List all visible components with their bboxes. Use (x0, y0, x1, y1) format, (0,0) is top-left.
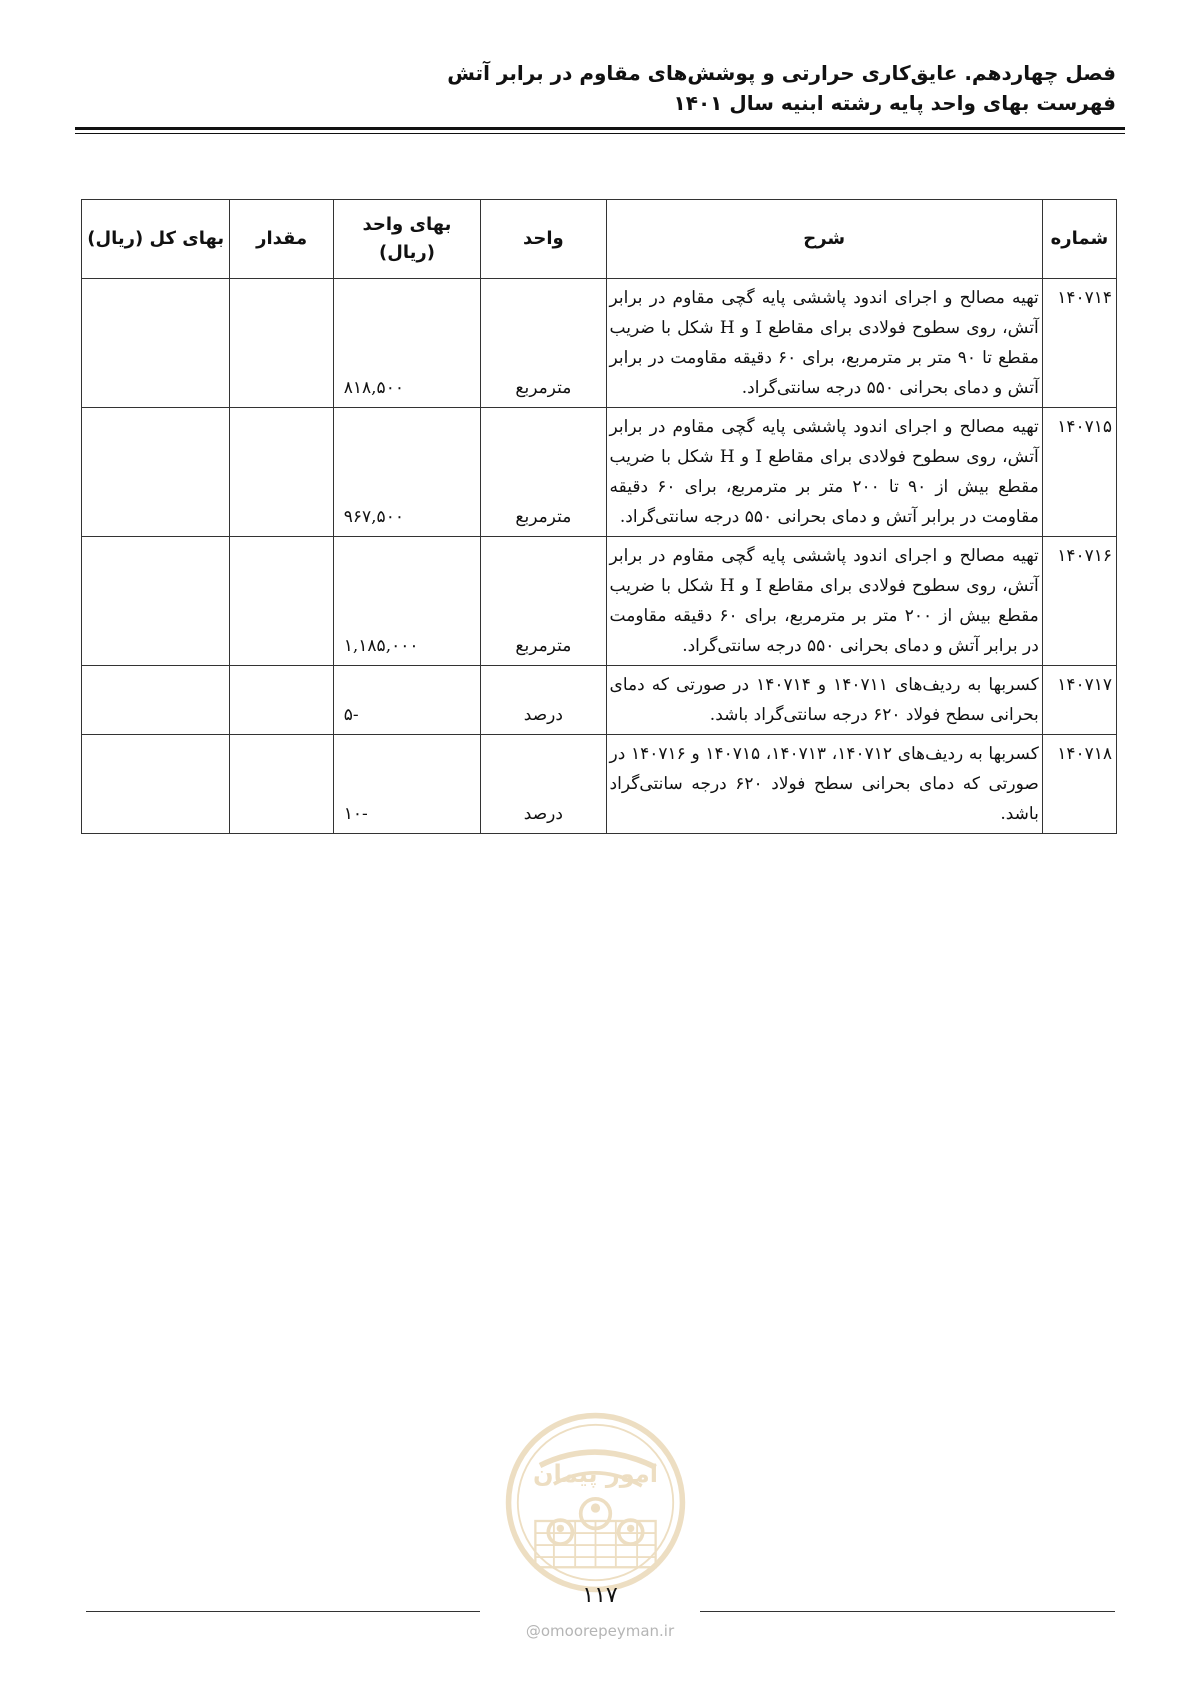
row-unit-price: ۱,۱۸۵,۰۰۰ (333, 537, 480, 666)
row-quantity (230, 279, 333, 408)
table-header-row (82, 200, 1117, 279)
row-unit-price: ۸۱۸,۵۰۰ (333, 279, 480, 408)
row-unit: درصد (481, 666, 606, 735)
row-description: تهیه مصالح و اجرای اندود پاششی پایه گچی مقاوم در برابر آتش، روی سطوح فولادی برای مقاطع I و H شکل با ضریب مقطع بیش از ۹۰ تا ۲۰۰ متر بر مترمربع، برای ۶۰ دقیقه مقاومت در برابر آتش و دمای بحرانی ۵۵۰ درجه سانتی‌گراد. (606, 408, 1042, 537)
row-number: ۱۴۰۷۱۸ (1042, 735, 1116, 834)
omoorepeyman-seal-watermark-icon (503, 1410, 688, 1595)
row-quantity (230, 537, 333, 666)
row-unit: مترمربع (481, 279, 606, 408)
footer-divider-left (86, 1611, 480, 1612)
table-row (82, 408, 1117, 537)
row-number: ۱۴۰۷۱۴ (1042, 279, 1116, 408)
header-divider-thin (75, 133, 1125, 134)
price-list-table (81, 199, 1117, 834)
svg-text:امور پیمان: امور پیمان (533, 1460, 658, 1489)
row-total-price (82, 408, 230, 537)
row-description: تهیه مصالح و اجرای اندود پاششی پایه گچی مقاوم در برابر آتش، روی سطوح فولادی برای مقاطع I و H شکل با ضریب مقطع تا ۹۰ متر بر مترمربع، برای ۶۰ دقیقه مقاومت در برابر آتش و دمای بحرانی ۵۵۰ درجه سانتی‌گراد. (606, 279, 1042, 408)
column-header-total-price: بهای کل (ریال) (82, 200, 230, 279)
row-number: ۱۴۰۷۱۶ (1042, 537, 1116, 666)
row-total-price (82, 735, 230, 834)
page-number: ۱۱۷ (582, 1583, 618, 1608)
row-unit-price: -۱۰ (333, 735, 480, 834)
row-total-price (82, 279, 230, 408)
row-unit-price: -۵ (333, 666, 480, 735)
row-quantity (230, 408, 333, 537)
row-unit: مترمربع (481, 537, 606, 666)
row-total-price (82, 537, 230, 666)
footer-divider-right (700, 1611, 1115, 1612)
website-watermark: @omoorepeyman.ir (525, 1622, 675, 1640)
row-number: ۱۴۰۷۱۵ (1042, 408, 1116, 537)
table-row (82, 735, 1117, 834)
row-description: کسربها به ردیف‌های ۱۴۰۷۱۲، ۱۴۰۷۱۳، ۱۴۰۷۱۵ و ۱۴۰۷۱۶ در صورتی که دمای بحرانی سطح فولاد ۶۲۰ درجه سانتی‌گراد باشد. (606, 735, 1042, 834)
table-row (82, 537, 1117, 666)
header-divider-thick (75, 127, 1125, 130)
column-header-description: شرح (606, 200, 1042, 279)
row-quantity (230, 735, 333, 834)
row-unit: درصد (481, 735, 606, 834)
table-row (82, 666, 1117, 735)
column-header-quantity: مقدار (230, 200, 333, 279)
row-number: ۱۴۰۷۱۷ (1042, 666, 1116, 735)
column-header-number: شماره (1042, 200, 1116, 279)
document-subtitle: فهرست بهای واحد پایه رشته ابنیه سال ۱۴۰۱ (673, 91, 1116, 115)
row-quantity (230, 666, 333, 735)
row-total-price (82, 666, 230, 735)
row-unit-price: ۹۶۷,۵۰۰ (333, 408, 480, 537)
table-row (82, 279, 1117, 408)
column-header-unit-price: بهای واحد (ریال) (333, 200, 480, 279)
row-description: کسربها به ردیف‌های ۱۴۰۷۱۱ و ۱۴۰۷۱۴ در صورتی که دمای بحرانی سطح فولاد ۶۲۰ درجه سانتی‌گراد باشد. (606, 666, 1042, 735)
chapter-title: فصل چهاردهم. عایق‌کاری حرارتی و پوشش‌های مقاوم در برابر آتش (447, 61, 1116, 85)
row-unit: مترمربع (481, 408, 606, 537)
page-header (66, 58, 1116, 118)
column-header-unit: واحد (481, 200, 606, 279)
row-description: تهیه مصالح و اجرای اندود پاششی پایه گچی مقاوم در برابر آتش، روی سطوح فولادی برای مقاطع I و H شکل با ضریب مقطع بیش از ۲۰۰ متر بر مترمربع، برای ۶۰ دقیقه مقاومت در برابر آتش و دمای بحرانی ۵۵۰ درجه سانتی‌گراد. (606, 537, 1042, 666)
